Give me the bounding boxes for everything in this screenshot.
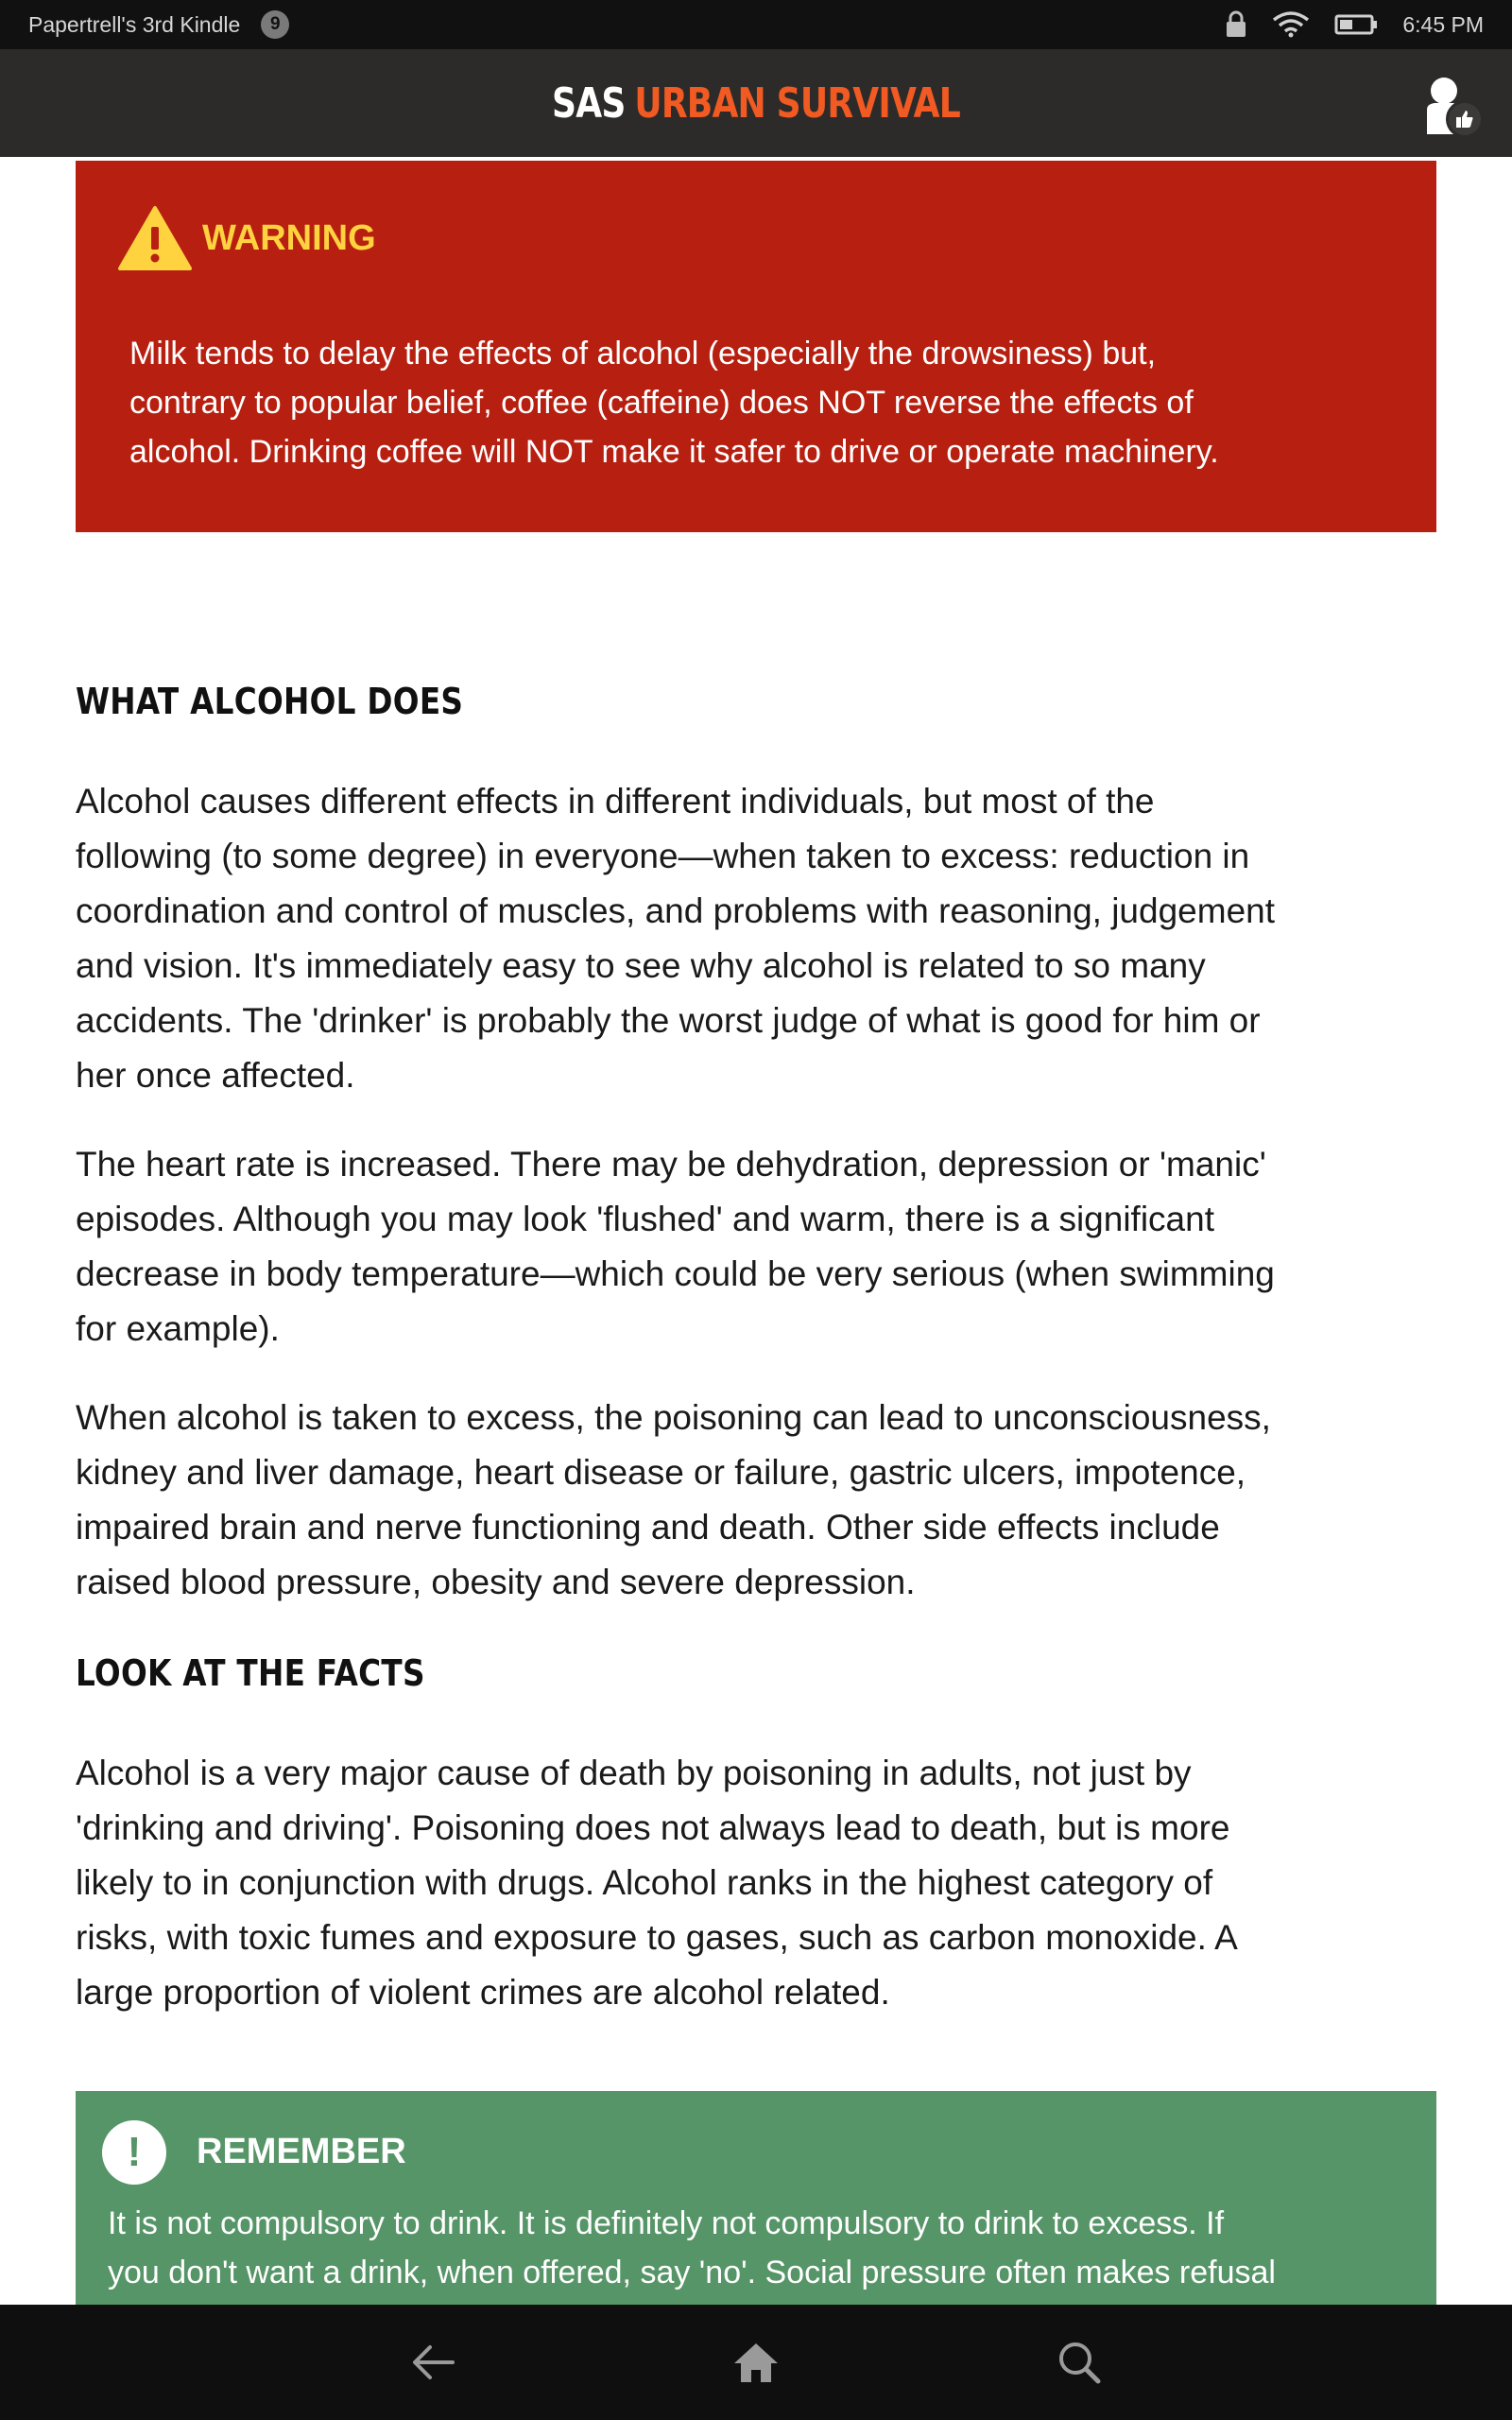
status-bar [0, 0, 1512, 49]
text-line: Alcohol causes different effects in different individuals, but most of the [76, 782, 1155, 821]
app-logo [136, 49, 1376, 157]
paragraph [76, 1746, 1455, 2020]
paragraph [76, 774, 1455, 1103]
section-heading-look-at-the-facts: LOOK AT THE FACTS [76, 1652, 425, 1694]
profile-button[interactable] [1418, 72, 1484, 138]
warning-callout [76, 161, 1436, 532]
text-line: and vision. It's immediately easy to see why alcohol is related to so many [76, 946, 1206, 985]
text-line: The heart rate is increased. There may be dehydration, depression or 'manic' [76, 1145, 1266, 1184]
wifi-icon [1272, 11, 1310, 38]
home-icon [731, 2341, 781, 2384]
paragraph [76, 1137, 1455, 1357]
back-arrow-icon [409, 2343, 456, 2381]
warning-line: contrary to popular belief, coffee (caffeine) does NOT reverse the effects of [129, 385, 1194, 421]
remember-text [108, 2199, 1421, 2297]
paragraph [76, 1391, 1455, 1610]
text-line: coordination and control of muscles, and problems with reasoning, judgement [76, 891, 1276, 930]
text-line: Alcohol is a very major cause of death by poisoning in adults, not just by [76, 1754, 1192, 1792]
warning-title: WARNING [202, 217, 376, 258]
clock: 6:45 PM [1402, 11, 1484, 37]
battery-icon [1334, 13, 1378, 36]
warning-line: Milk tends to delay the effects of alcohol (especially the drowsiness) but, [129, 336, 1157, 372]
article-content[interactable] [0, 157, 1512, 2305]
back-button[interactable] [400, 2329, 466, 2395]
text-line: raised blood pressure, obesity and severe depression. [76, 1563, 916, 1601]
navigation-bar [0, 2305, 1512, 2420]
remember-title: REMEMBER [197, 2132, 406, 2171]
text-line: large proportion of violent crimes are alcohol related. [76, 1973, 890, 2012]
logo-urban-survival: URBAN SURVIVAL [634, 78, 960, 128]
text-line: kidney and liver damage, heart disease or failure, gastric ulcers, impotence, [76, 1453, 1246, 1492]
app-bar [0, 49, 1512, 157]
text-line: risks, with toxic fumes and exposure to gases, such as carbon monoxide. A [76, 1918, 1238, 1957]
section-heading-what-alcohol-does: WHAT ALCOHOL DOES [76, 681, 464, 722]
remember-line: you don't want a drink, when offered, say 'no'. Social pressure often makes refusal [108, 2255, 1276, 2290]
notification-badge[interactable]: 9 [261, 10, 289, 39]
exclamation-icon: ! [102, 2120, 166, 2185]
search-button[interactable] [1046, 2329, 1112, 2395]
text-line: When alcohol is taken to excess, the poisoning can lead to unconsciousness, [76, 1398, 1271, 1437]
logo-sas: SAS [552, 78, 626, 128]
text-line: her once affected. [76, 1056, 355, 1095]
warning-line: alcohol. Drinking coffee will NOT make it safer to drive or operate machinery. [129, 434, 1219, 470]
device-name: Papertrell's 3rd Kindle [28, 11, 241, 37]
text-line: likely to in conjunction with drugs. Alcohol ranks in the highest category of [76, 1863, 1213, 1902]
remember-line: It is not compulsory to drink. It is definitely not compulsory to drink to excess. If [108, 2205, 1225, 2241]
text-line: impaired brain and nerve functioning and death. Other side effects include [76, 1508, 1220, 1547]
text-line: episodes. Although you may look 'flushed' and warm, there is a significant [76, 1200, 1214, 1238]
text-line: 'drinking and driving'. Poisoning does not always lead to death, but is more [76, 1808, 1230, 1847]
remember-callout [76, 2091, 1436, 2305]
warning-text [129, 329, 1396, 476]
warning-triangle-icon [117, 204, 193, 272]
lock-icon [1225, 10, 1247, 39]
text-line: following (to some degree) in everyone—when taken to excess: reduction in [76, 837, 1250, 875]
text-line: accidents. The 'drinker' is probably the worst judge of what is good for him or [76, 1001, 1261, 1040]
search-icon [1057, 2340, 1102, 2385]
text-line: decrease in body temperature—which could be very serious (when swimming [76, 1254, 1275, 1293]
thumbs-up-icon [1446, 100, 1484, 138]
text-line: for example). [76, 1309, 280, 1348]
home-button[interactable] [723, 2329, 789, 2395]
